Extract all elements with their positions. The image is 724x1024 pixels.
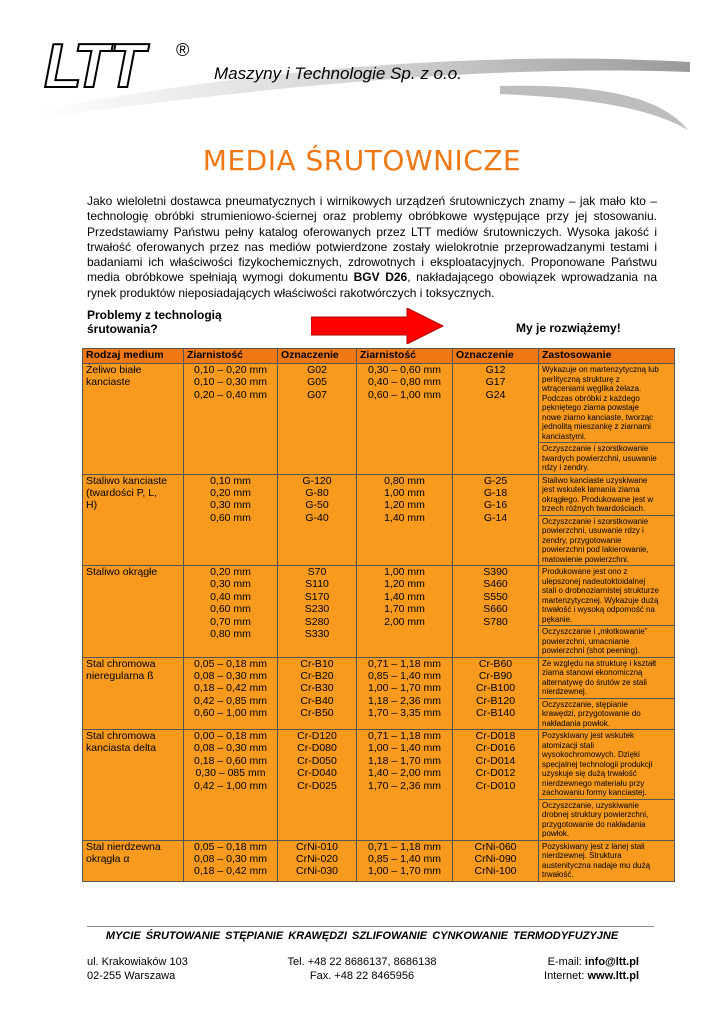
cell-line: G-14: [483, 511, 508, 524]
note-line: Oczyszczanie, uzyskiwanie: [542, 800, 639, 810]
cell-line: Cr-D010: [475, 779, 516, 792]
designation-cell: [453, 840, 539, 881]
medium-name: [83, 566, 184, 658]
header-application: Zastosowanie: [539, 349, 675, 364]
cell-line: Cr-B40: [300, 694, 334, 707]
cell-line: 0,71 – 1,18 mm: [368, 730, 441, 742]
cell-line: Cr-D050: [297, 754, 337, 767]
cell-line: 1,00 mm: [384, 566, 425, 578]
website-link[interactable]: www.ltt.pl: [587, 970, 639, 982]
cell-line: CrNi-100: [474, 865, 517, 878]
designation-cell: [278, 566, 357, 658]
intro-text-1: Jako wieloletni dostawca pneumatycznych i wirnikowych urządzeń śrutowniczych znamy – jak mało kto – technologię obróbki strumieniowo-ściernej oraz problemy obróbkowe występujące przy jej stosowaniu. Przedstawiamy Państwu pełny katalog oferowanych przez LTT mediów śrutowniczych. Wysoka jakość i trwałość oferowanych przez nas mediów potwierdzone zostały wielokrotnie przeprowadzanymi testami i badaniami ich właściwości fizykochemicznych, zdrowotnych i eksploatacyjnych. Proponowane Państwu media obróbkowe spełniają wymogi dokumentu: [87, 194, 657, 285]
cell-line: S390: [483, 566, 508, 578]
ltt-logo: LTT: [44, 32, 142, 101]
medium-name: [83, 840, 184, 881]
note-line: nakładania powłok.: [542, 718, 611, 728]
note-line: specjalnej technologii produkcji: [542, 759, 653, 769]
page-title: MEDIA ŚRUTOWNICZE: [202, 144, 522, 177]
cell-line: 0,18 – 0,42 mm: [194, 682, 267, 695]
note-line: powierzchni pod lakierowanie,: [542, 545, 649, 554]
grain-size-cell: [357, 474, 453, 566]
application-note: [539, 515, 674, 566]
note-line: twardych powierzchni, usuwanie: [542, 453, 657, 463]
cell-line: G17: [485, 376, 506, 389]
cell-line: 1,18 – 1,70 mm: [368, 754, 441, 767]
cell-line: 0,18 – 0,60 mm: [194, 754, 267, 767]
cell-line: S460: [483, 578, 508, 591]
table-row: [83, 474, 675, 566]
note-line: zendry, przygotowanie: [542, 535, 622, 545]
note-line: powłok.: [542, 829, 570, 838]
cell-line: 0,20 mm: [210, 486, 251, 499]
note-line: jest wskutek łamania ziarna: [542, 485, 640, 494]
cell-line: Cr-D014: [475, 754, 516, 767]
cell-line: 0,10 mm: [210, 474, 251, 487]
phone-numbers: Tel. +48 22 8686137, 8686138: [287, 956, 437, 968]
note-line: stali o drobnoziarnistej strukturze: [542, 586, 659, 595]
cell-line: 1,40 mm: [384, 511, 425, 524]
fax-number: Fax. +48 22 8465956: [309, 970, 415, 982]
application-cell: [539, 474, 675, 566]
medium-name: [83, 730, 184, 841]
application-note: [539, 730, 674, 799]
cell-line: 0,08 – 0,30 mm: [194, 852, 267, 865]
cell-line: CrNi-020: [295, 852, 338, 865]
cell-line: G24: [485, 388, 506, 401]
designation-cell: [453, 657, 539, 730]
grain-size-cell: [184, 657, 278, 730]
note-line: kanciastymi.: [542, 431, 587, 441]
note-line: Staliwo kanciaste uzyskiwane: [542, 475, 648, 485]
question: [87, 308, 222, 336]
address-street: ul. Krakowiaków 103: [87, 956, 188, 968]
cell-line: 0,10 – 0,30 mm: [194, 376, 267, 389]
application-cell: [539, 566, 675, 658]
note-line: jednolitą mieszankę z ziarnami: [542, 422, 651, 431]
note-line: przygotowanie do nakładania: [542, 819, 646, 829]
cell-line: 0,20 – 0,40 mm: [194, 388, 267, 401]
cell-line: G-80: [305, 486, 329, 499]
note-line: Produkowane jest ono z: [542, 567, 628, 576]
note-line: Oczyszczanie, stępianie: [542, 699, 628, 709]
cell-line: H): [86, 499, 98, 512]
internet-line: [544, 969, 639, 983]
table-row: [83, 566, 675, 658]
services-line: MYCIE ŚRUTOWANIE STĘPIANIE KRAWĘDZI SZLIFOWANIE CYNKOWANIE TERMODYFUZYJNE: [105, 930, 619, 942]
grain-size-cell: [184, 364, 278, 475]
cell-line: 0,85 – 1,40 mm: [368, 669, 441, 682]
note-line: Podczas obróbki z każdego: [542, 393, 640, 403]
cell-line: Staliwo okrągłe: [86, 566, 158, 578]
designation-cell: [278, 840, 357, 881]
designation-cell: [278, 730, 357, 841]
address-city: 02-255 Warszawa: [87, 970, 176, 982]
note-line: uzyskuje się dużą trwałość: [542, 769, 637, 778]
internet-label: Internet:: [544, 970, 588, 982]
cell-line: S660: [483, 603, 508, 616]
cell-line: nieregularna ß: [86, 669, 154, 682]
cell-line: Cr-B100: [475, 682, 516, 695]
designation-cell: [278, 364, 357, 475]
cell-line: Cr-B60: [478, 657, 513, 670]
cell-line: S70: [307, 566, 327, 578]
grain-size-cell: [357, 566, 453, 658]
cell-line: G07: [307, 388, 327, 401]
cell-line: S170: [304, 590, 330, 603]
note-line: powierzchni, usuwanie rdzy i: [542, 526, 644, 535]
cell-line: 0,30 mm: [210, 499, 251, 512]
cell-line: 1,70 mm: [384, 603, 425, 616]
note-line: Oczyszczanie i „młotkowanie”: [542, 627, 648, 636]
cell-line: S280: [304, 615, 330, 628]
cell-line: 1,20 mm: [384, 499, 425, 512]
application-note: [539, 475, 674, 515]
cell-line: 0,60 mm: [210, 511, 251, 524]
cell-line: 0,40 – 0,80 mm: [368, 376, 441, 389]
note-line: ziarna stanowi ekonomiczną: [542, 668, 643, 677]
company-name: Maszyny i Technologie Sp. z o.o.: [214, 64, 462, 83]
note-line: drobnej struktury powierzchni,: [542, 810, 649, 819]
note-line: pękanie.: [542, 614, 573, 624]
grain-size-cell: [184, 840, 278, 881]
application-cell: [539, 364, 675, 475]
cell-line: 0,30 – 085 mm: [195, 767, 266, 780]
note-line: powierzchni (shot peening).: [542, 646, 640, 655]
cell-line: 1,00 mm: [384, 486, 425, 499]
grain-size-cell: [357, 730, 453, 841]
question-line-2: śrutowania?: [87, 322, 158, 336]
note-line: alternatywę do śrutów ze stali: [542, 677, 647, 687]
cell-line: 0,60 – 1,00 mm: [194, 707, 267, 720]
note-line: trwałość i wysoką odporność na: [542, 605, 655, 614]
cell-line: Stal chromowa: [86, 657, 156, 670]
note-line: Oczyszczanie i szorstkowanie: [542, 516, 649, 526]
cell-line: Cr-B120: [475, 694, 516, 707]
application-note: [539, 625, 674, 657]
cell-line: CrNi-030: [295, 865, 338, 878]
cell-line: G-50: [305, 499, 329, 512]
grain-size-cell: [184, 566, 278, 658]
note-line: wysokochromowych. Dzięki: [542, 750, 640, 759]
note-line: rdzy i zendry.: [542, 463, 589, 472]
cell-line: 0,70 mm: [210, 615, 251, 628]
table-row: [83, 657, 675, 730]
cell-line: Cr-B20: [300, 669, 334, 682]
application-cell: [539, 840, 675, 881]
cell-line: CrNi-060: [474, 840, 517, 853]
cell-line: 1,70 – 2,36 mm: [368, 779, 441, 792]
application-note: [539, 841, 674, 881]
note-line: Pozyskiwany jest z lanej stali: [542, 841, 645, 851]
cell-line: 2,00 mm: [384, 615, 425, 628]
table-header-row: [83, 349, 675, 364]
cell-line: 0,42 – 0,85 mm: [194, 694, 267, 707]
cell-line: 0,05 – 0,18 mm: [194, 840, 267, 853]
grain-size-cell: [184, 730, 278, 841]
application-cell: [539, 657, 675, 730]
cell-line: G-120: [302, 474, 332, 487]
note-line: martenzytycznej. Wykazuje dużą: [542, 595, 659, 605]
cell-line: 0,85 – 1,40 mm: [368, 852, 441, 865]
cell-line: S330: [304, 628, 330, 641]
arrow-right-icon: [311, 308, 445, 344]
medium-name: [83, 657, 184, 730]
note-line: nierdzewnej.: [542, 687, 587, 696]
cell-line: 1,40 – 2,00 mm: [368, 767, 441, 780]
table-row: [83, 730, 675, 841]
email-link[interactable]: info@ltt.pl: [584, 956, 639, 968]
note-line: austenityczna nadaje mu dużą: [542, 860, 651, 870]
cell-line: 0,60 mm: [210, 603, 251, 616]
header-grain-size-2: Ziarnistość: [357, 349, 453, 364]
cell-line: 0,18 – 0,42 mm: [194, 865, 267, 878]
cell-line: 0,05 – 0,18 mm: [194, 657, 267, 670]
intro-text-2: , nakładającego obowiązek wprowadzania na rynek produktów nieposiadających właściwości rakotwórczych i toksycznych.: [87, 270, 657, 300]
note-line: nierdzewnej. Struktura: [542, 851, 622, 860]
table-row: [83, 364, 675, 475]
application-note: [539, 698, 674, 730]
header-grain-size-1: Ziarnistość: [184, 349, 278, 364]
letterhead: [0, 0, 724, 140]
note-line: atomizacji stali: [542, 740, 595, 750]
note-line: Ze względu na strukturę i kształt: [542, 658, 657, 668]
application-note: [539, 364, 674, 442]
cell-line: 0,30 – 0,60 mm: [368, 364, 441, 376]
cell-line: Cr-D016: [475, 742, 516, 755]
cell-line: CrNi-090: [474, 852, 517, 865]
cell-line: S550: [483, 590, 508, 603]
grain-size-cell: [357, 364, 453, 475]
cell-line: G02: [307, 364, 327, 376]
designation-cell: [278, 474, 357, 566]
cell-line: G-16: [483, 499, 508, 512]
cell-line: Cr-D025: [297, 779, 337, 792]
cell-line: Cr-B140: [475, 707, 516, 720]
medium-name: [83, 364, 184, 475]
note-line: perlityczną strukturę z: [542, 374, 620, 384]
cell-line: 1,70 – 3,35 mm: [368, 707, 441, 720]
note-line: ulepszonej nadeutoktoidalnej: [542, 576, 646, 586]
designation-cell: [453, 566, 539, 658]
note-line: powierzchni, umacnianie: [542, 636, 630, 646]
cell-line: Cr-D018: [475, 730, 516, 742]
email-label: E-mail:: [547, 956, 585, 968]
designation-cell: [453, 364, 539, 475]
cell-line: okrągła α: [86, 852, 130, 865]
application-cell: [539, 730, 675, 841]
designation-cell: [278, 657, 357, 730]
cell-line: G05: [307, 376, 327, 389]
cell-line: S110: [305, 578, 329, 591]
medium-name: [83, 474, 184, 566]
cell-line: 1,40 mm: [384, 590, 425, 603]
cell-line: Cr-B30: [300, 682, 334, 695]
intro-paragraph: [87, 194, 657, 301]
cell-line: Cr-B10: [300, 657, 334, 670]
header-medium-type: Rodzaj medium: [83, 349, 184, 364]
question-line-1: Problemy z technologią: [87, 308, 222, 322]
application-note: [539, 799, 674, 840]
cell-line: 1,18 – 2,36 mm: [368, 694, 441, 707]
cell-line: G12: [485, 364, 506, 376]
application-note: [539, 658, 674, 698]
note-line: nierdzewnego materiału przy: [542, 778, 645, 788]
grain-size-cell: [357, 840, 453, 881]
note-line: okrągłego. Produkowane jest w: [542, 494, 654, 504]
registered-mark: ®: [176, 40, 190, 60]
contact-block: [544, 955, 639, 983]
cell-line: 0,40 mm: [210, 590, 251, 603]
designation-cell: [453, 474, 539, 566]
cell-line: 0,30 mm: [210, 578, 251, 591]
cell-line: 0,71 – 1,18 mm: [368, 657, 441, 670]
cell-line: Staliwo kanciaste: [86, 474, 168, 487]
cell-line: 0,10 – 0,20 mm: [194, 364, 267, 376]
note-line: krawędzi, przygotowanie do: [542, 709, 641, 718]
cell-line: 0,00 – 0,18 mm: [194, 730, 267, 742]
answer: My je rozwiążemy!: [516, 321, 621, 335]
cell-line: 0,20 mm: [210, 566, 251, 578]
header-designation-2: Oznaczenie: [453, 349, 539, 364]
cell-line: Cr-D120: [297, 730, 337, 742]
cell-line: 0,60 – 1,00 mm: [368, 388, 441, 401]
cell-line: Żeliwo białe: [86, 364, 142, 376]
header-designation-1: Oznaczenie: [278, 349, 357, 364]
email-line: [544, 955, 639, 969]
cell-line: Cr-D040: [297, 767, 337, 780]
cell-line: Cr-D080: [297, 742, 337, 755]
grain-size-cell: [184, 474, 278, 566]
note-line: pękniętego ziarna powstaje: [542, 403, 639, 412]
cell-line: Cr-B90: [478, 669, 513, 682]
cell-line: Stal nierdzewna: [86, 840, 161, 853]
cell-line: (twardości P, L,: [86, 486, 158, 499]
note-line: zachowaniu formy kanciastej.: [542, 788, 647, 797]
note-line: matowienie powierzchni.: [542, 554, 630, 564]
cell-line: kanciasta delta: [86, 742, 157, 755]
intro-document-ref: BGV D26: [353, 270, 408, 285]
footer-divider: [87, 926, 654, 927]
cell-line: CrNi-010: [295, 840, 338, 853]
cell-line: Cr-D012: [475, 767, 516, 780]
cell-line: S230: [304, 603, 330, 616]
cell-line: 0,80 mm: [210, 628, 251, 641]
cell-line: G-40: [305, 511, 329, 524]
note-line: nowe ziarno kanciaste, tworząc: [542, 412, 654, 422]
note-line: Wykazuje on martenzytyczną lub: [542, 365, 659, 374]
cell-line: G-25: [483, 474, 508, 487]
cell-line: 0,08 – 0,30 mm: [194, 669, 267, 682]
application-note: [539, 442, 674, 474]
note-line: Oczyszczanie i szorstkowanie: [542, 444, 649, 453]
grain-size-cell: [357, 657, 453, 730]
cell-line: G-18: [483, 486, 508, 499]
media-table: [82, 348, 675, 882]
cell-line: 0,80 mm: [384, 474, 425, 487]
cell-line: S780: [483, 615, 508, 628]
cell-line: 0,42 – 1,00 mm: [194, 779, 267, 792]
cell-line: 1,00 – 1,70 mm: [368, 682, 441, 695]
cell-line: 1,00 – 1,40 mm: [368, 742, 441, 755]
designation-cell: [453, 730, 539, 841]
cell-line: Cr-B50: [300, 707, 334, 720]
note-line: Pozyskiwany jest wskutek: [542, 731, 635, 740]
note-line: wtrąceniami węglika żelaza.: [542, 384, 642, 393]
cell-line: 0,71 – 1,18 mm: [368, 840, 441, 853]
note-line: trwałość.: [542, 870, 574, 879]
cell-line: 1,00 – 1,70 mm: [368, 865, 441, 878]
application-note: [539, 566, 674, 625]
cell-line: 1,20 mm: [384, 578, 425, 591]
cell-line: kanciaste: [86, 376, 131, 389]
cell-line: Stal chromowa: [86, 730, 156, 742]
cell-line: 0,08 – 0,30 mm: [194, 742, 267, 755]
note-line: trzech różnych twardościach.: [542, 504, 646, 513]
table-row: [83, 840, 675, 881]
